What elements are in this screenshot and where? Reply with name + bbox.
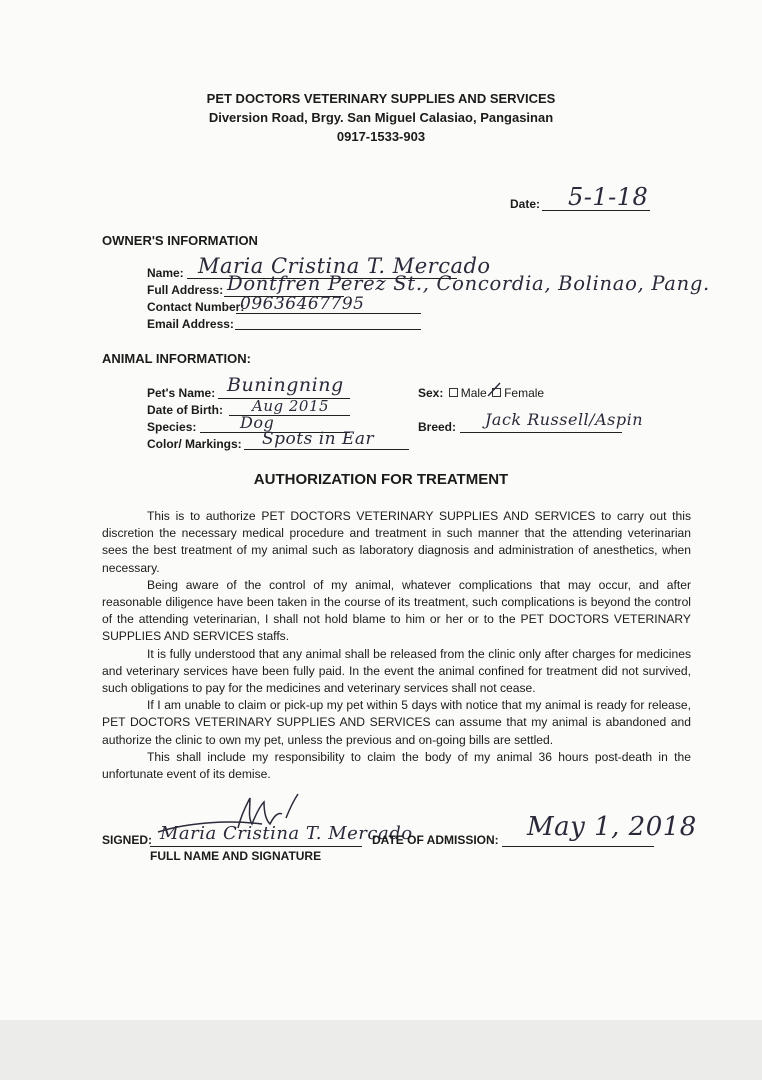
contact-number-label: Contact Number: bbox=[147, 300, 245, 314]
male-checkbox[interactable] bbox=[449, 388, 458, 397]
owner-name-label: Name: bbox=[147, 266, 184, 280]
signature-caption: FULL NAME AND SIGNATURE bbox=[150, 849, 322, 863]
signed-label: SIGNED: bbox=[102, 833, 153, 847]
business-phone: 0917-1533-903 bbox=[336, 129, 426, 144]
dob-value[interactable]: Aug 2015 bbox=[252, 397, 330, 415]
color-markings-value[interactable]: Spots in Ear bbox=[262, 429, 375, 449]
authorization-paragraph: Being aware of the control of my animal, whatever complications that may occur, and after reasonable diligence have been taken in the course of its treatment, such complications is beyond the control of the attending veterinarian, I shall not hold blame to him or her or to the PET DOCTORS VETERINARY SUPPLIES AND SERVICES staffs. bbox=[102, 577, 691, 644]
color-markings-label: Color/ Markings: bbox=[147, 437, 242, 451]
dob-label: Date of Birth: bbox=[147, 403, 223, 417]
authorization-paragraph: This shall include my responsibility to claim the body of my animal 36 hours post-death in the unfortunate event of its demise. bbox=[102, 749, 691, 782]
owner-section-title: OWNER'S INFORMATION bbox=[102, 233, 258, 248]
owner-address-value[interactable]: Dontfren Perez St., Concordia, Bolinao, Pang. bbox=[227, 272, 710, 295]
male-option-label: Male bbox=[460, 386, 487, 400]
pet-name-value[interactable]: Buningning bbox=[227, 374, 344, 396]
species-value[interactable]: Dog bbox=[240, 413, 275, 432]
business-address: Diversion Road, Brgy. San Miguel Calasiao, Pangasinan bbox=[208, 110, 554, 125]
species-label: Species: bbox=[147, 420, 197, 434]
business-name: PET DOCTORS VETERINARY SUPPLIES AND SERVICES bbox=[206, 91, 556, 106]
admission-date-line bbox=[502, 846, 654, 847]
authorization-paragraph: This is to authorize PET DOCTORS VETERINARY SUPPLIES AND SERVICES to carry out this discretion the necessary medical procedure and treatment in such manner that the attending veterinarian sees the best treatment of my animal such as laboratory diagnosis and administration of anesthetics, when necessary. bbox=[102, 509, 691, 575]
female-option-label: Female bbox=[504, 386, 545, 400]
owner-name-value[interactable]: Maria Cristina T. Mercado bbox=[198, 254, 491, 278]
admission-date-value[interactable]: May 1, 2018 bbox=[527, 812, 697, 842]
color-markings-line bbox=[244, 449, 409, 450]
scan-margin bbox=[0, 1020, 762, 1080]
authorization-title: AUTHORIZATION FOR TREATMENT bbox=[253, 471, 509, 488]
pet-name-label: Pet's Name: bbox=[147, 386, 216, 400]
signature-line bbox=[150, 846, 362, 847]
admission-date-label: DATE OF ADMISSION: bbox=[372, 833, 499, 847]
animal-section-title: ANIMAL INFORMATION: bbox=[102, 351, 251, 366]
authorization-paragraph: It is fully understood that any animal shall be released from the clinic only after charges for medicines and veterinary services have been fully paid. In the event the animal confined for treatment did not survived, such obligations to pay for the medicines and veterinary services shall not cease. bbox=[102, 646, 691, 696]
email-line bbox=[235, 329, 421, 330]
contact-number-value[interactable]: 09636467795 bbox=[240, 294, 365, 314]
sex-label: Sex: bbox=[418, 386, 444, 400]
breed-label: Breed: bbox=[418, 420, 457, 434]
breed-line bbox=[460, 432, 622, 433]
date-label: Date: bbox=[510, 197, 541, 211]
signature-name-value[interactable]: Maria Cristina T. Mercado bbox=[160, 823, 413, 844]
sex-field bbox=[418, 386, 544, 400]
owner-address-label: Full Address: bbox=[147, 283, 224, 297]
email-label: Email Address: bbox=[147, 317, 234, 331]
authorization-body bbox=[102, 508, 691, 783]
breed-value[interactable]: Jack Russell/Aspin bbox=[485, 410, 643, 429]
female-check-mark bbox=[484, 380, 504, 400]
authorization-paragraph: If I am unable to claim or pick-up my pet within 5 days with notice that my animal is ready for release, PET DOCTORS VETERINARY SUPPLIES AND SERVICES can assume that my animal is abandoned and authorize the clinic to own my pet, unless the previous and on-going bills are settled. bbox=[102, 698, 691, 747]
date-value[interactable]: 5-1-18 bbox=[568, 183, 649, 211]
